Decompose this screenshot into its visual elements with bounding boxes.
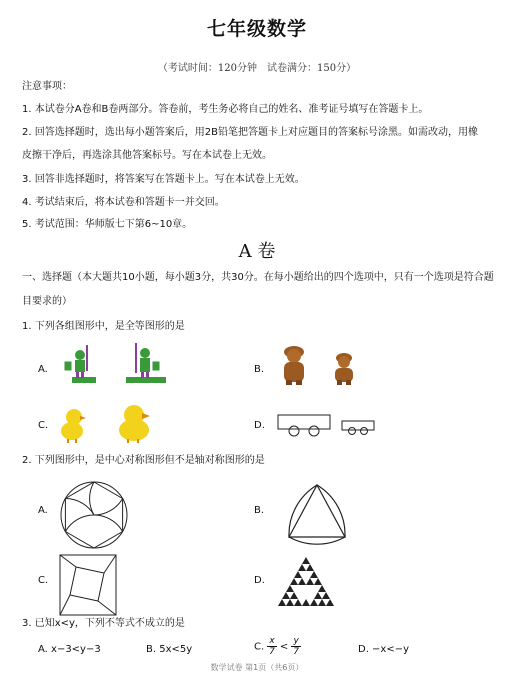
dog-icon <box>284 346 304 385</box>
exam-info: （考试时间：120分钟 试卷满分：150分） <box>157 63 357 74</box>
q2-option-b-label: B. <box>254 505 265 516</box>
q1-option-b-label: B. <box>254 364 265 375</box>
sierpinski-triangle <box>278 557 334 606</box>
q3-option-c-label: C. <box>254 641 265 653</box>
pinwheel-square <box>60 555 116 615</box>
notice-heading: 注意事项： <box>22 81 72 92</box>
question-2-stem: 2. 下列图形中，是中心对称图形但不是轴对称图形的是 <box>22 455 265 466</box>
character-icon <box>126 343 166 383</box>
q2-option-a-figure <box>58 479 130 551</box>
q1-option-c-label: C. <box>38 420 49 431</box>
cart-icon <box>342 421 374 435</box>
q3-option-a: A. x−3<y−3 <box>38 644 101 655</box>
q2-option-c-figure <box>58 553 118 617</box>
page-footer: 数学试卷 第1页（共6页） <box>210 663 304 672</box>
notice-4: 4. 考试结束后，将本试卷和答题卡一并交回。 <box>22 197 225 208</box>
q2-option-d-label: D. <box>254 575 265 586</box>
q2-option-a-label: A. <box>38 505 48 516</box>
q1-option-a-label: A. <box>38 364 48 375</box>
notice-2-cont: 皮擦干净后，再选涂其他答案标号。写在本试卷上无效。 <box>22 150 272 161</box>
dog-icon <box>335 353 353 385</box>
q2-option-b-figure <box>282 479 352 551</box>
q3-option-c <box>254 636 301 657</box>
q1-option-d-figure <box>276 411 376 441</box>
circle-hexagon-pattern <box>61 482 127 548</box>
less-than-sign: < <box>279 641 289 653</box>
q1-option-c-figure <box>58 403 158 443</box>
cart-icon <box>278 415 330 436</box>
notice-5: 5. 考试范围：华师版七下第6~10章。 <box>22 219 193 230</box>
q2-option-c-label: C. <box>38 575 49 586</box>
chick-icon <box>61 409 86 443</box>
part1-instructions: 一、选择题（本大题共10小题，每小题3分，共30分。在每小题给出的四个选项中，只有一个选项是符合题 <box>22 272 494 283</box>
q3-option-b: B. 5x<5y <box>146 644 193 655</box>
character-icon <box>64 345 96 383</box>
q3-option-d: D. −x<−y <box>358 644 410 655</box>
chick-icon <box>119 405 150 443</box>
q1-option-b-figure <box>276 344 366 389</box>
q1-option-d-label: D. <box>254 420 265 431</box>
notice-1: 1. 本试卷分A卷和B卷两部分。答卷前，考生务必将自己的姓名、准考证号填写在答题卡上。 <box>22 104 429 115</box>
notice-2: 2. 回答选择题时，选出每小题答案后，用2B铅笔把答题卡上对应题目的答案标号涂黑。如需改动，用橡 <box>22 127 478 138</box>
fraction-x-over-7: $\frac{x}{7}$ <box>269 636 275 657</box>
reuleaux-triangle <box>289 485 345 544</box>
fraction-y-over-7: $\frac{y}{7}$ <box>293 636 299 657</box>
question-3-stem: 3. 已知x<y，下列不等式不成立的是 <box>22 618 185 629</box>
page-title: 七年级数学 <box>206 18 307 40</box>
question-1-stem: 1. 下列各组图形中，是全等图形的是 <box>22 321 185 332</box>
q1-option-a-figure <box>60 343 175 388</box>
section-a-heading: A 卷 <box>238 241 276 262</box>
notice-3: 3. 回答非选择题时，将答案写在答题卡上。写在本试卷上无效。 <box>22 174 305 185</box>
part1-instructions-cont: 目要求的） <box>22 296 72 307</box>
q2-option-d-figure <box>276 555 336 609</box>
